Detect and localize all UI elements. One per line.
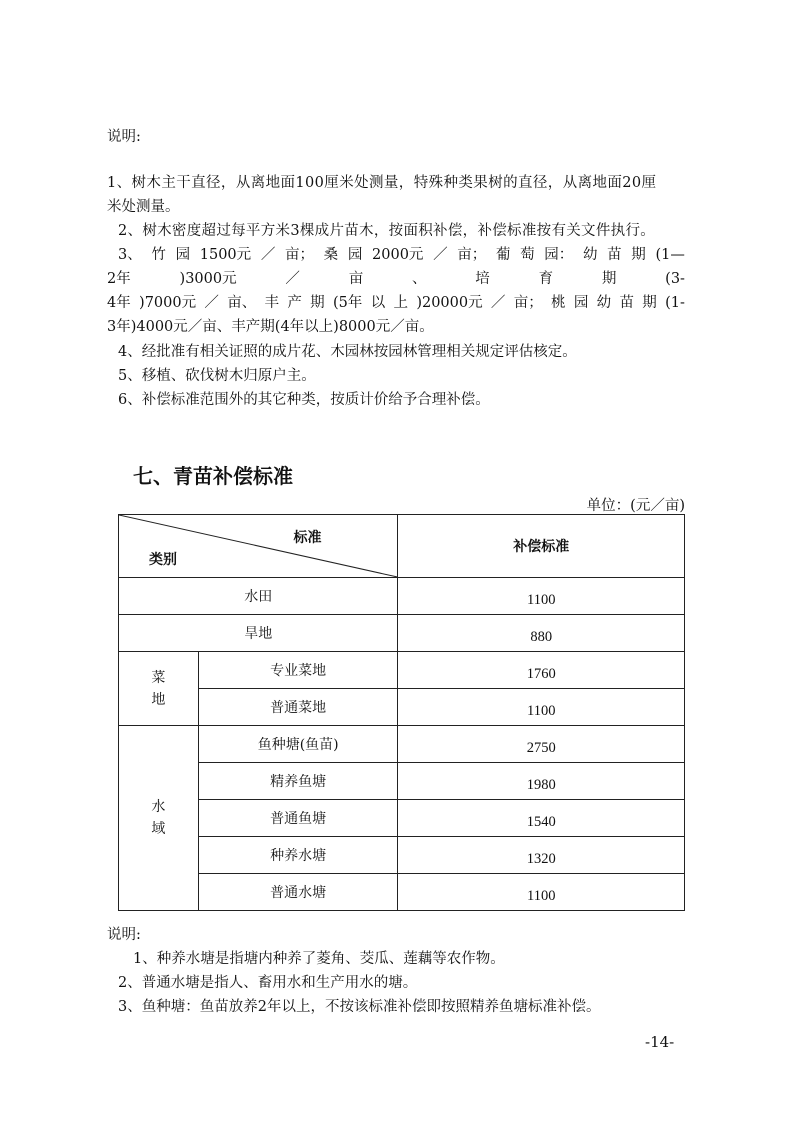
note-item-4: 4、经批准有相关证照的成片花、木园林按园林管理相关规定评估核定。 <box>118 344 577 360</box>
header-diagonal-cell <box>119 515 398 578</box>
justified-token: 2000元 <box>372 247 424 263</box>
justified-token: 亩、 <box>227 295 257 311</box>
bottom-notes-title: 说明: <box>107 927 141 943</box>
row-name: 专业菜地 <box>198 652 398 689</box>
justified-token: 期 <box>310 295 325 311</box>
note-item-3-line-2 <box>107 269 685 289</box>
justified-token: 、 <box>411 271 427 287</box>
justified-token: 期 <box>631 247 646 263</box>
note-item-3-line-4: 3年)4000元／亩、丰产期(4年以上)8000元／亩。 <box>107 319 434 335</box>
table-header-row <box>119 515 685 578</box>
bottom-note-item-3: 3、鱼种塘：鱼苗放养2年以上，不按该标准补偿即按照精养鱼塘标准补偿。 <box>118 999 601 1015</box>
row-name: 普通水塘 <box>198 874 398 911</box>
note-item-3-line-1 <box>118 245 685 265</box>
header-standard: 标准 <box>293 530 322 546</box>
table-row <box>119 763 685 800</box>
justified-token: 苗 <box>607 247 622 263</box>
note-item-6: 6、补偿标准范围外的其它种类，按质计价给予合理补偿。 <box>118 392 490 408</box>
note-item-2: 2、树木密度超过每平方米3棵成片苗木，按面积补偿，补偿标准按有关文件执行。 <box>118 223 656 239</box>
row-name: 水田 <box>119 578 398 615</box>
justified-token: 竹 <box>151 247 166 263</box>
justified-token: 亩 <box>348 271 364 287</box>
justified-token: 园 <box>347 247 363 263</box>
justified-token: 期 <box>601 271 617 287</box>
header-category: 类别 <box>149 552 177 568</box>
row-value: 1760 <box>398 652 685 689</box>
justified-token: 萄 <box>520 247 535 263</box>
row-name: 普通菜地 <box>198 689 398 726</box>
row-name: 精养鱼塘 <box>198 763 398 800</box>
row-value: 1320 <box>398 837 685 874</box>
justified-token: ／ <box>285 271 300 287</box>
justified-token: 亩； <box>513 295 543 311</box>
bottom-note-item-2: 2、普通水塘是指人、畜用水和生产用水的塘。 <box>118 975 418 991</box>
justified-token: 培 <box>475 271 490 287</box>
row-name: 种养水塘 <box>198 837 398 874</box>
table-row <box>119 874 685 911</box>
unit-label: 单位：(元／亩) <box>586 498 685 514</box>
justified-token: 4年 <box>107 295 131 311</box>
note-item-1-line-1: 1、树木主干直径，从离地面100厘米处测量，特殊种类果树的直径，从离地面20厘 <box>107 175 657 191</box>
note-item-1-line-2: 米处测量。 <box>107 199 180 215</box>
justified-token: 3、 <box>118 247 142 263</box>
table-row <box>119 615 685 652</box>
group-vegetable-land: 菜地 <box>119 652 199 726</box>
justified-token: 幼 <box>582 247 598 263</box>
justified-token: 育 <box>538 271 554 287</box>
row-name: 普通鱼塘 <box>198 800 398 837</box>
table-row <box>119 652 685 689</box>
justified-token: 丰 <box>264 295 280 311</box>
justified-token: 葡 <box>495 247 511 263</box>
section-title: 七、青苗补偿标准 <box>133 464 293 488</box>
justified-token: 亩； <box>285 247 314 263</box>
row-value: 1980 <box>398 763 685 800</box>
row-value: 1540 <box>398 800 685 837</box>
justified-token: ／ <box>490 295 506 311</box>
page-number: -14- <box>645 1033 675 1051</box>
justified-token: 园 <box>573 295 589 311</box>
compensation-table <box>118 514 685 911</box>
justified-token: (3- <box>665 271 685 287</box>
group-water-area: 水域 <box>119 726 199 911</box>
row-value: 1100 <box>398 874 685 911</box>
row-name: 旱地 <box>119 615 398 652</box>
table-row <box>119 689 685 726</box>
justified-token: ／ <box>260 247 276 263</box>
row-value: 1100 <box>398 689 685 726</box>
justified-token: 幼 <box>596 295 612 311</box>
justified-token: 产 <box>287 295 302 311</box>
justified-token: 桑 <box>323 247 339 263</box>
justified-token: )3000元 <box>179 271 237 287</box>
justified-token: ／ <box>204 295 219 311</box>
row-value: 2750 <box>398 726 685 763</box>
justified-token: 以 <box>370 295 386 311</box>
row-name: 鱼种塘(鱼苗) <box>198 726 398 763</box>
note-item-5: 5、移植、砍伐树木归原户主。 <box>118 368 316 384</box>
justified-token: 园： <box>544 247 574 263</box>
justified-token: (1- <box>665 295 685 311</box>
table-row <box>119 578 685 615</box>
justified-token: 园 <box>175 247 191 263</box>
justified-token: )20000元 <box>416 295 483 311</box>
justified-token: (5年 <box>332 295 363 311</box>
justified-token: (1— <box>655 247 685 263</box>
table-row <box>119 800 685 837</box>
notes-title: 说明: <box>107 129 141 145</box>
justified-token: 上 <box>393 295 408 311</box>
row-value: 880 <box>398 615 685 652</box>
table-row <box>119 837 685 874</box>
justified-token: )7000元 <box>139 295 197 311</box>
justified-token: 苗 <box>619 295 634 311</box>
justified-token: ／ <box>433 247 448 263</box>
row-value: 1100 <box>398 578 685 615</box>
bottom-note-item-1: 1、种养水塘是指塘内种养了菱角、茭瓜、莲藕等农作物。 <box>133 951 505 967</box>
justified-token: 桃 <box>551 295 566 311</box>
justified-token: 期 <box>642 295 657 311</box>
header-compensation: 补偿标准 <box>398 515 685 578</box>
note-item-3-line-3 <box>107 293 685 313</box>
justified-token: 1500元 <box>199 247 252 263</box>
justified-token: 2年 <box>107 271 131 287</box>
justified-token: 亩； <box>457 247 487 263</box>
table-row <box>119 726 685 763</box>
